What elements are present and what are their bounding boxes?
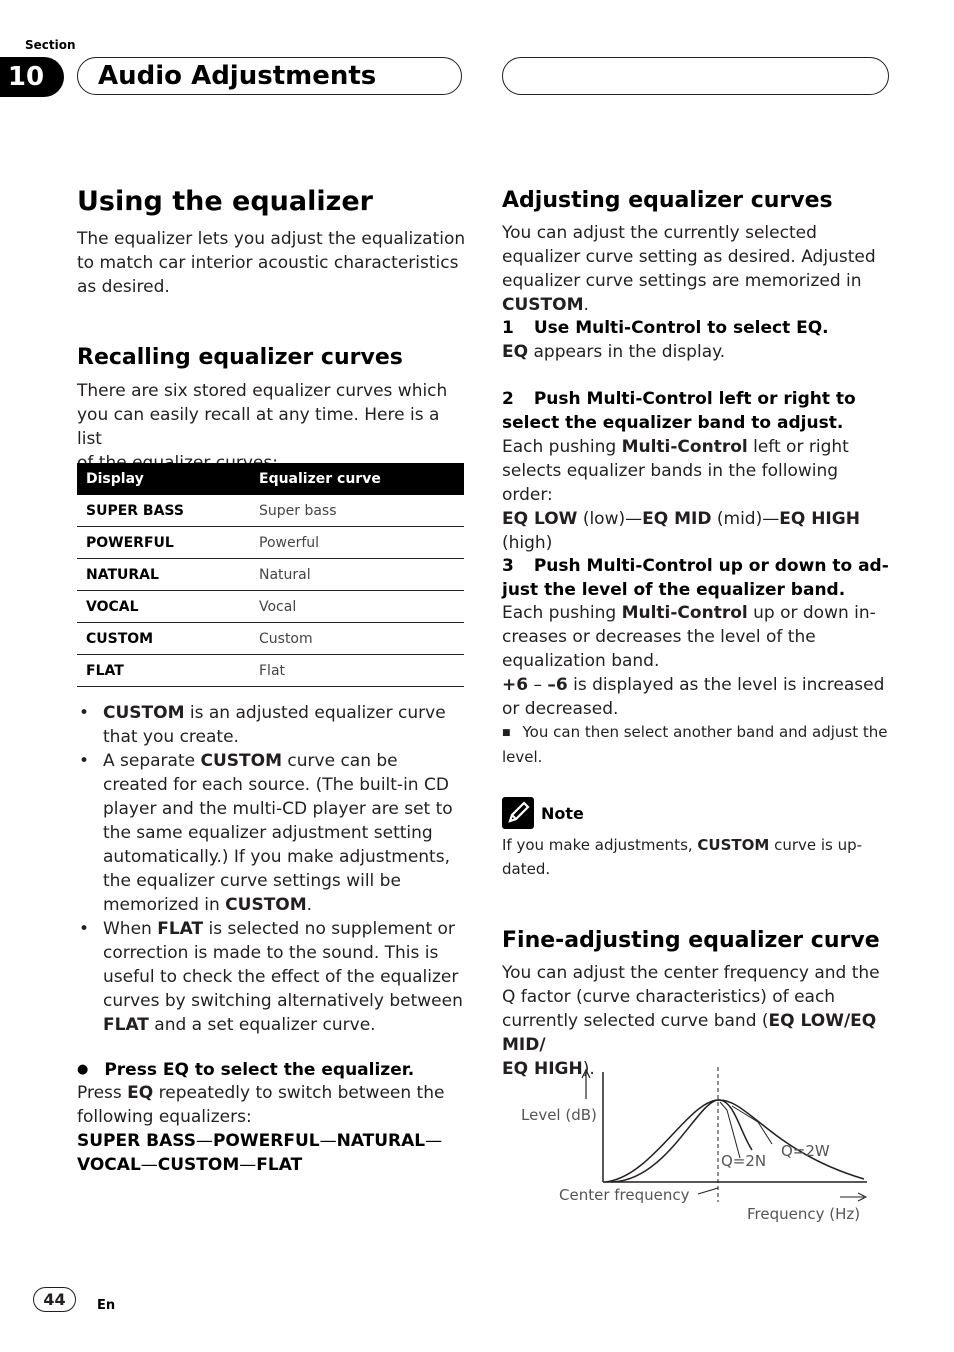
bullet-strong: CUSTOM — [225, 895, 307, 915]
step-number: 1 — [502, 318, 514, 338]
step-text: Each pushing — [502, 437, 622, 457]
band-note: (mid)— — [711, 509, 780, 529]
seq-item: FLAT — [256, 1155, 303, 1175]
cell-display: VOCAL — [77, 591, 250, 623]
center-pointer — [698, 1188, 718, 1194]
fine-heading: Fine-adjusting equalizer curve — [502, 928, 880, 953]
cell-curve: Custom — [250, 623, 464, 655]
bullet-text: and a set equalizer curve. — [148, 1015, 376, 1035]
step-strong: Multi-Control — [621, 603, 748, 623]
cell-curve: Flat — [250, 655, 464, 687]
level-minus: –6 — [547, 675, 568, 695]
end-square-icon: ■ — [502, 728, 511, 738]
step-1-title — [502, 316, 892, 340]
table-row — [77, 527, 464, 559]
fine-text: ). — [582, 1059, 595, 1079]
equalizer-table — [77, 463, 464, 687]
table-row — [77, 591, 464, 623]
col-header-curve: Equalizer curve — [250, 463, 464, 495]
note-body: If you make adjustments, — [502, 836, 698, 854]
seq-item: NATURAL — [336, 1131, 426, 1151]
step-number: 2 — [502, 389, 514, 409]
cell-display: SUPER BASS — [77, 495, 250, 527]
section-number-badge: 10 — [0, 57, 64, 97]
adjust-heading: Adjusting equalizer curves — [502, 188, 833, 213]
step-number: 3 — [502, 556, 514, 576]
bullet-text: is selected no supplement or correction is made to the sound. This is useful to check the effect of the equalizer curves by switching alternatively between — [103, 919, 463, 1011]
intro-paragraph — [77, 227, 467, 299]
cell-curve: Powerful — [250, 527, 464, 559]
seq-dash: — — [239, 1155, 257, 1175]
page-title: Using the equalizer — [77, 186, 373, 217]
note-label: Note — [541, 803, 584, 823]
center-frequency-label: Center frequency — [559, 1186, 690, 1204]
fine-strong: EQ MID — [502, 1011, 877, 1055]
seq-item: POWERFUL — [212, 1131, 320, 1151]
equalizer-table-wrap — [77, 463, 464, 687]
bullet-list — [77, 701, 467, 1037]
step-title: Push Multi-Control left or right to select the equalizer band to adjust. — [502, 389, 856, 433]
step-strong: EQ — [502, 342, 529, 362]
band-high: EQ HIGH — [779, 509, 860, 529]
level-plus: +6 — [502, 675, 529, 695]
fine-slash: / — [539, 1035, 546, 1055]
step-text: is displayed as the level is increased or decreased. — [502, 675, 885, 719]
step-title: Push Multi-Control up or down to adjust the level of the equalizer band. — [502, 556, 889, 600]
seq-dash: — — [195, 1131, 213, 1151]
bullet-strong: CUSTOM — [103, 703, 185, 723]
list-item — [77, 701, 467, 749]
bullet-strong: FLAT — [157, 919, 204, 939]
bullet-text: curve can be created for each source. (The built-in CD player and the multi-CD player are set to the same equalizer adjustment setting automatically.) If you make adjustments, the equalizer curve settings will be memorized in — [103, 751, 453, 915]
recall-paragraph — [77, 379, 467, 475]
press-eq-step — [77, 1058, 467, 1082]
adjust-strong: CUSTOM — [502, 295, 584, 315]
intro-line: as desired. — [77, 277, 170, 297]
band-note: (low)— — [577, 509, 643, 529]
bullet-text: A separate — [103, 751, 201, 771]
intro-line: The equalizer lets you adjust the equalization — [77, 229, 466, 249]
step-title: Use Multi-Control to select EQ. — [533, 318, 829, 338]
table-row — [77, 559, 464, 591]
section-label: Section — [25, 38, 76, 52]
cell-display: CUSTOM — [77, 623, 250, 655]
bullet-text: is an adjusted equalizer curve that you create. — [103, 703, 446, 747]
pencil-icon — [502, 797, 534, 829]
seq-dash: — — [140, 1155, 158, 1175]
step-2-text — [502, 435, 874, 555]
note-header — [502, 797, 584, 829]
end-note-text: You can then select another band and adjust the level. — [502, 723, 888, 766]
step-2-title — [502, 387, 892, 435]
seq-item: SUPER BASS — [77, 1131, 196, 1151]
list-item — [77, 749, 467, 917]
q2w-label: Q=2W — [781, 1142, 830, 1160]
q2w-pointer — [732, 1106, 772, 1144]
cell-curve: Natural — [250, 559, 464, 591]
press-text: Press — [77, 1083, 128, 1103]
frequency-label: Frequency (Hz) — [747, 1205, 861, 1223]
seq-dash: — — [425, 1131, 443, 1151]
note-pencil-icon — [502, 797, 534, 829]
bullet-list-wrap — [77, 701, 467, 1037]
seq-dash: — — [319, 1131, 337, 1151]
press-step-title: Press EQ to select the equalizer. — [104, 1060, 415, 1080]
step-text: left or right selects equalizer bands in the following order: — [502, 437, 849, 505]
fine-strong: EQ LOW — [768, 1011, 844, 1031]
seq-item: VOCAL — [77, 1155, 141, 1175]
seq-item: CUSTOM — [157, 1155, 240, 1175]
note-strong: CUSTOM — [697, 836, 770, 854]
cell-display: NATURAL — [77, 559, 250, 591]
step-3-title — [502, 554, 892, 602]
step-strong: Multi-Control — [621, 437, 748, 457]
table-header-row — [77, 463, 464, 495]
table-row — [77, 495, 464, 527]
list-item — [77, 917, 467, 1037]
step-3-text — [502, 601, 888, 721]
equalizer-sequence — [77, 1129, 447, 1177]
band-mid: EQ MID — [642, 509, 712, 529]
press-eq-paragraph — [77, 1081, 467, 1129]
q2n-pointer — [720, 1102, 740, 1158]
adjust-text: . — [583, 295, 589, 315]
header-empty-pill — [502, 57, 889, 95]
recall-line: There are six stored equalizer curves which — [77, 381, 448, 401]
step-1-text — [502, 340, 892, 364]
bullet-text: . — [306, 895, 313, 915]
band-note: (high) — [502, 533, 553, 553]
note-body: curve is updated. — [502, 836, 863, 878]
bullet-strong: CUSTOM — [200, 751, 282, 771]
table-row — [77, 623, 464, 655]
fine-text: You can adjust the center frequency and the Q factor (curve characteristics) of each currently selected curve band ( — [502, 963, 880, 1031]
bullet-text: When — [103, 919, 158, 939]
step-3-end-note — [502, 720, 888, 769]
step-text: appears in the display. — [528, 342, 726, 362]
adjust-paragraph — [502, 221, 892, 317]
press-text: repeatedly to switch between the following equalizers: — [77, 1083, 445, 1127]
intro-line: to match car interior acoustic characteristics — [77, 253, 459, 273]
q2n-label: Q=2N — [721, 1152, 767, 1170]
cell-curve: Super bass — [250, 495, 464, 527]
note-text — [502, 833, 882, 881]
step-text: Each pushing — [502, 603, 622, 623]
cell-display: FLAT — [77, 655, 250, 687]
fine-strong: EQ HIGH — [502, 1059, 583, 1079]
step-text: up or down increases or decreases the level of the equalization band. — [502, 603, 876, 671]
bullet-strong: FLAT — [103, 1015, 149, 1035]
language-code: En — [97, 1298, 116, 1313]
page-number: 44 — [33, 1287, 76, 1312]
level-label: Level (dB) — [521, 1106, 597, 1124]
chapter-title: Audio Adjustments — [77, 57, 462, 95]
step-bullet-icon: ● — [77, 1062, 89, 1077]
fine-slash: / — [843, 1011, 851, 1031]
adjust-text: You can adjust the currently selected equalizer curve setting as desired. Adjusted equalizer curve settings are memorized in — [502, 223, 876, 291]
recall-line: you can easily recall at any time. Here is a list — [77, 405, 440, 449]
cell-curve: Vocal — [250, 591, 464, 623]
table-row — [77, 655, 464, 687]
band-low: EQ LOW — [502, 509, 578, 529]
press-strong: EQ — [127, 1083, 154, 1103]
cell-display: POWERFUL — [77, 527, 250, 559]
col-header-display: Display — [77, 463, 250, 495]
recall-heading: Recalling equalizer curves — [77, 345, 403, 370]
level-dash: – — [528, 675, 548, 695]
